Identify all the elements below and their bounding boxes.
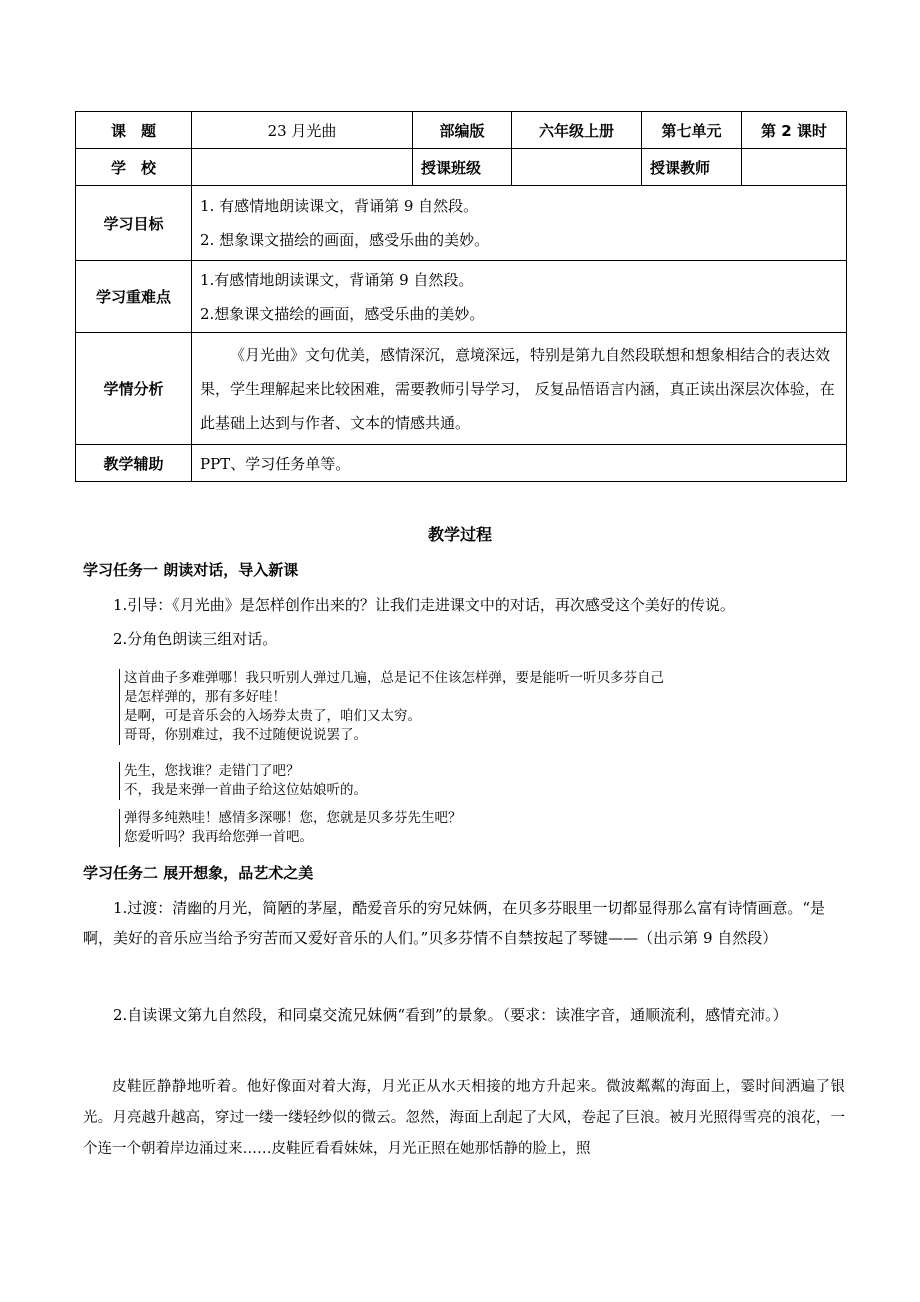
dialog-line: 哥哥，你别难过，我不过随便说说罢了。 [124, 727, 367, 743]
unit: 第七单元 [642, 112, 742, 149]
class-label: 授课班级 [413, 149, 512, 186]
dialog-line: 弹得多纯熟哇！感情多深哪！您，您就是贝多芬先生吧？ [124, 810, 462, 826]
dialog-line: 您爱听吗？我再给您弹一首吧。 [124, 829, 313, 845]
table-row [76, 333, 847, 445]
teacher-value [742, 149, 847, 186]
aids-value: PPT、学习任务单等。 [192, 445, 847, 482]
topic-value: 23 月光曲 [192, 112, 413, 149]
task2-step2: 2.自读课文第九自然段，和同桌交流兄妹俩“看到”的景象。（要求：读准字音，通顺流利，感情充沛。） [113, 1006, 788, 1024]
lesson-number: 第 2 课时 [742, 112, 847, 149]
task1-heading: 学习任务一 朗读对话，导入新课 [83, 561, 299, 579]
analysis-label: 学情分析 [76, 333, 192, 445]
grade: 六年级上册 [512, 112, 642, 149]
task1-step2: 2.分角色朗读三组对话。 [113, 630, 278, 648]
class-value [512, 149, 642, 186]
goals-cell [192, 186, 847, 261]
key-point-item: 1.有感情地朗读课文，背诵第 9 自然段。 [200, 270, 474, 289]
task2-step1: 1.过渡：清幽的月光，简陋的茅屋，酷爱音乐的穷兄妹俩，在贝多芬眼里一切都显得那么富有诗情画意。“是啊，美好的音乐应当给予穷苦而又爱好音乐的人们。”贝多芬情不自禁按起了琴键——（出示第 9 自然段） [83, 899, 825, 947]
key-point-item: 2.想象课文描绘的画面，感受乐曲的美妙。 [200, 304, 485, 323]
dialog-line: 先生，您找谁？走错门了吧？ [124, 763, 300, 779]
dialog-line: 这首曲子多难弹哪！我只听别人弹过几遍，总是记不住该怎样弹，要是能听一听贝多芬自己 [124, 670, 664, 686]
goal-item: 2. 想象课文描绘的画面，感受乐曲的美妙。 [200, 231, 490, 249]
school-label: 学 校 [76, 149, 192, 186]
goals-label: 学习目标 [76, 186, 192, 261]
teacher-label: 授课教师 [642, 149, 742, 186]
key-points-cell [192, 261, 847, 333]
key-points-label: 学习重难点 [76, 261, 192, 333]
school-value [192, 149, 413, 186]
aids-label: 教学辅助 [76, 445, 192, 482]
dialog-group-3 [119, 809, 462, 847]
dialog-group-1 [119, 669, 664, 745]
analysis-text: 《月光曲》文句优美，感情深沉，意境深远，特别是第九自然段联想和想象相结合的表达效果，学生理解起来比较困难，需要教师引导学习， 反复品悟语言内涵，真正读出深层次体验，在此基础上达到与作者、文本的情感共通。 [200, 345, 835, 432]
dialog-line: 是啊，可是音乐会的入场券太贵了，咱们又太穷。 [124, 708, 421, 724]
table-row [76, 186, 847, 261]
table-row [76, 261, 847, 333]
dialog-line: 是怎样弹的，那有多好哇！ [124, 689, 286, 705]
table-row [76, 445, 847, 482]
dialog-line: 不，我是来弹一首曲子给这位姑娘听的。 [124, 782, 367, 798]
text-excerpt: 皮鞋匠静静地听着。他好像面对着大海，月光正从水天相接的地方升起来。微波粼粼的海面上，霎时间洒遍了银光。月亮越升越高，穿过一缕一缕轻纱似的微云。忽然，海面上刮起了大风，卷起了巨浪。被月光照得雪亮的浪花，一个连一个朝着岸边涌过来……皮鞋匠看看妹妹，月光正照在她那恬静的脸上，照 [83, 1079, 845, 1157]
process-title: 教学过程 [427, 525, 492, 544]
task1-step1: 1.引导：《月光曲》是怎样创作出来的？让我们走进课文中的对话，再次感受这个美好的传说。 [113, 596, 735, 614]
lesson-info-table [75, 111, 847, 482]
topic-label: 课 题 [76, 112, 192, 149]
edition: 部编版 [413, 112, 512, 149]
task2-heading: 学习任务二 展开想象，品艺术之美 [83, 864, 314, 882]
table-row [76, 112, 847, 149]
table-row [76, 149, 847, 186]
goal-item: 1. 有感情地朗读课文，背诵第 9 自然段。 [200, 197, 479, 215]
dialog-group-2 [119, 762, 367, 800]
analysis-cell [192, 333, 847, 445]
